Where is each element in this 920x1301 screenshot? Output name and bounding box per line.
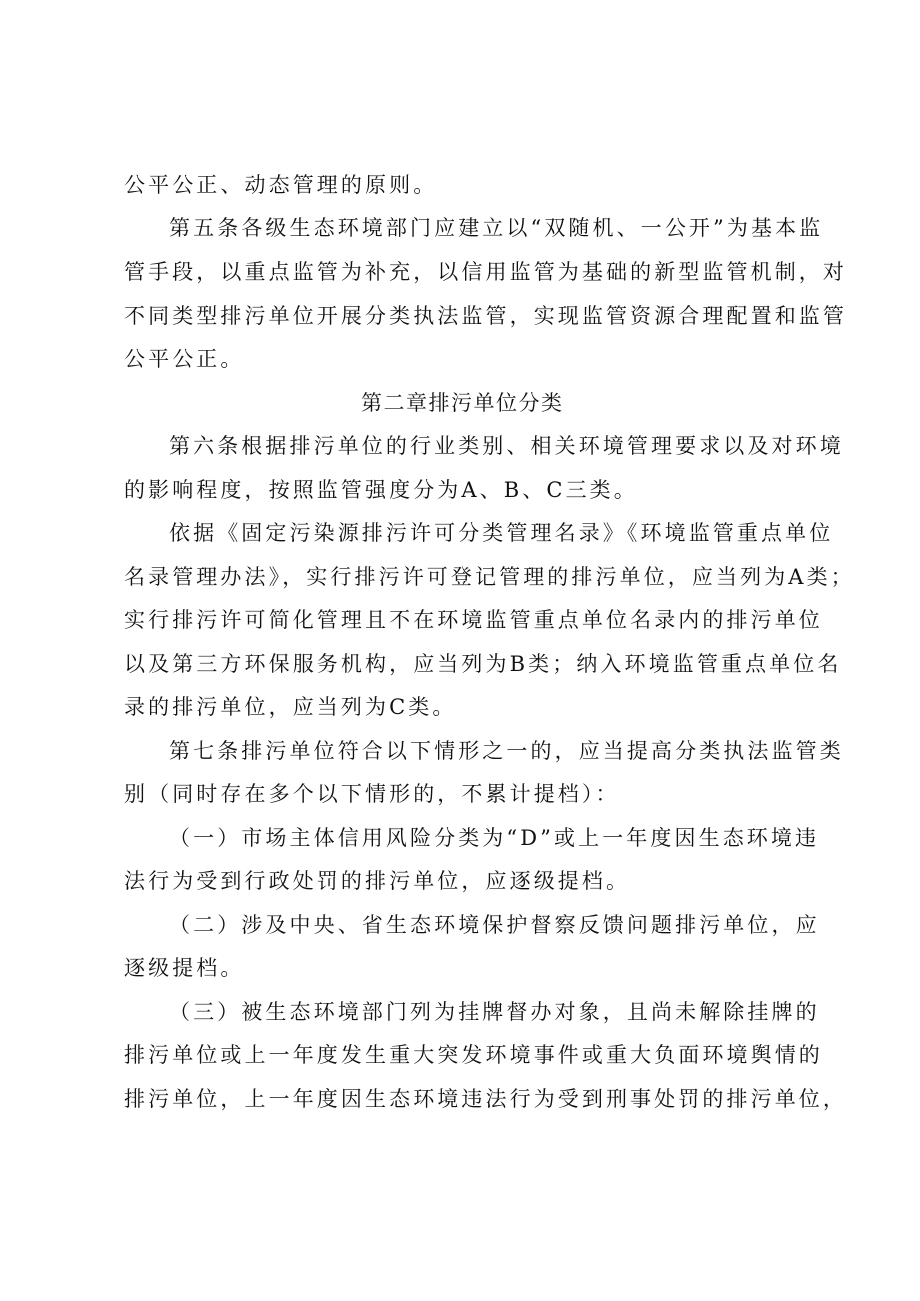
item-1-paragraph-line: （一）市场主体信用风险分类为“D”或上一年度因生态环境违 [169,826,820,850]
classification-paragraph-line: 依据《固定污染源排污许可分类管理名录》《环境监管重点单位 [169,521,834,545]
article-5-paragraph-line: 不同类型排污单位开展分类执法监管，实现监管资源合理配置和监管 [124,304,847,328]
article-5-paragraph-line: 管手段，以重点监管为补充，以信用监管为基础的新型监管机制，对 [124,260,847,284]
item-2-paragraph-line: 逐级提档。 [124,956,245,980]
classification-paragraph-line: 录的排污单位，应当列为C类。 [124,695,457,719]
article-6-paragraph-line: 的影响程度，按照监管强度分为A、B、C三类。 [124,478,638,502]
item-3-paragraph-line: 排污单位，上一年度因生态环境违法行为受到刑事处罚的排污单位， [124,1087,847,1111]
classification-paragraph-line: 名录管理办法》，实行排污许可登记管理的排污单位，应当列为A类； [124,565,855,589]
classification-paragraph-line: 以及第三方环保服务机构，应当列为B类；纳入环境监管重点单位名 [124,652,842,676]
item-3-paragraph-line: （三）被生态环境部门列为挂牌督办对象，且尚未解除挂牌的 [169,1000,820,1024]
article-7-paragraph-line: 第七条排污单位符合以下情形之一的，应当提高分类执法监管类 [169,739,844,763]
article-5-paragraph-line: 公平公正。 [124,347,245,371]
text-line-1: 公平公正、动态管理的原则。 [124,173,438,197]
classification-paragraph-line: 实行排污许可简化管理且不在环境监管重点单位名录内的排污单位 [124,608,823,632]
item-1-paragraph-line: 法行为受到行政处罚的排污单位，应逐级提档。 [124,869,631,893]
item-3-paragraph-line: 排污单位或上一年度发生重大突发环境事件或重大负面环境舆情的 [124,1043,823,1067]
article-7-paragraph-line: 别（同时存在多个以下情形的，不累计提档）： [124,782,620,806]
article-6-paragraph-line: 第六条根据排污单位的行业类别、相关环境管理要求以及对环境 [169,434,844,458]
chapter-heading: 第二章排污单位分类 [361,391,564,415]
item-2-paragraph-line: （二）涉及中央、省生态环境保护督察反馈问题排污单位，应 [169,913,820,937]
article-5-paragraph-line: 第五条各级生态环境部门应建立以“双随机、一公开”为基本监 [169,216,824,240]
